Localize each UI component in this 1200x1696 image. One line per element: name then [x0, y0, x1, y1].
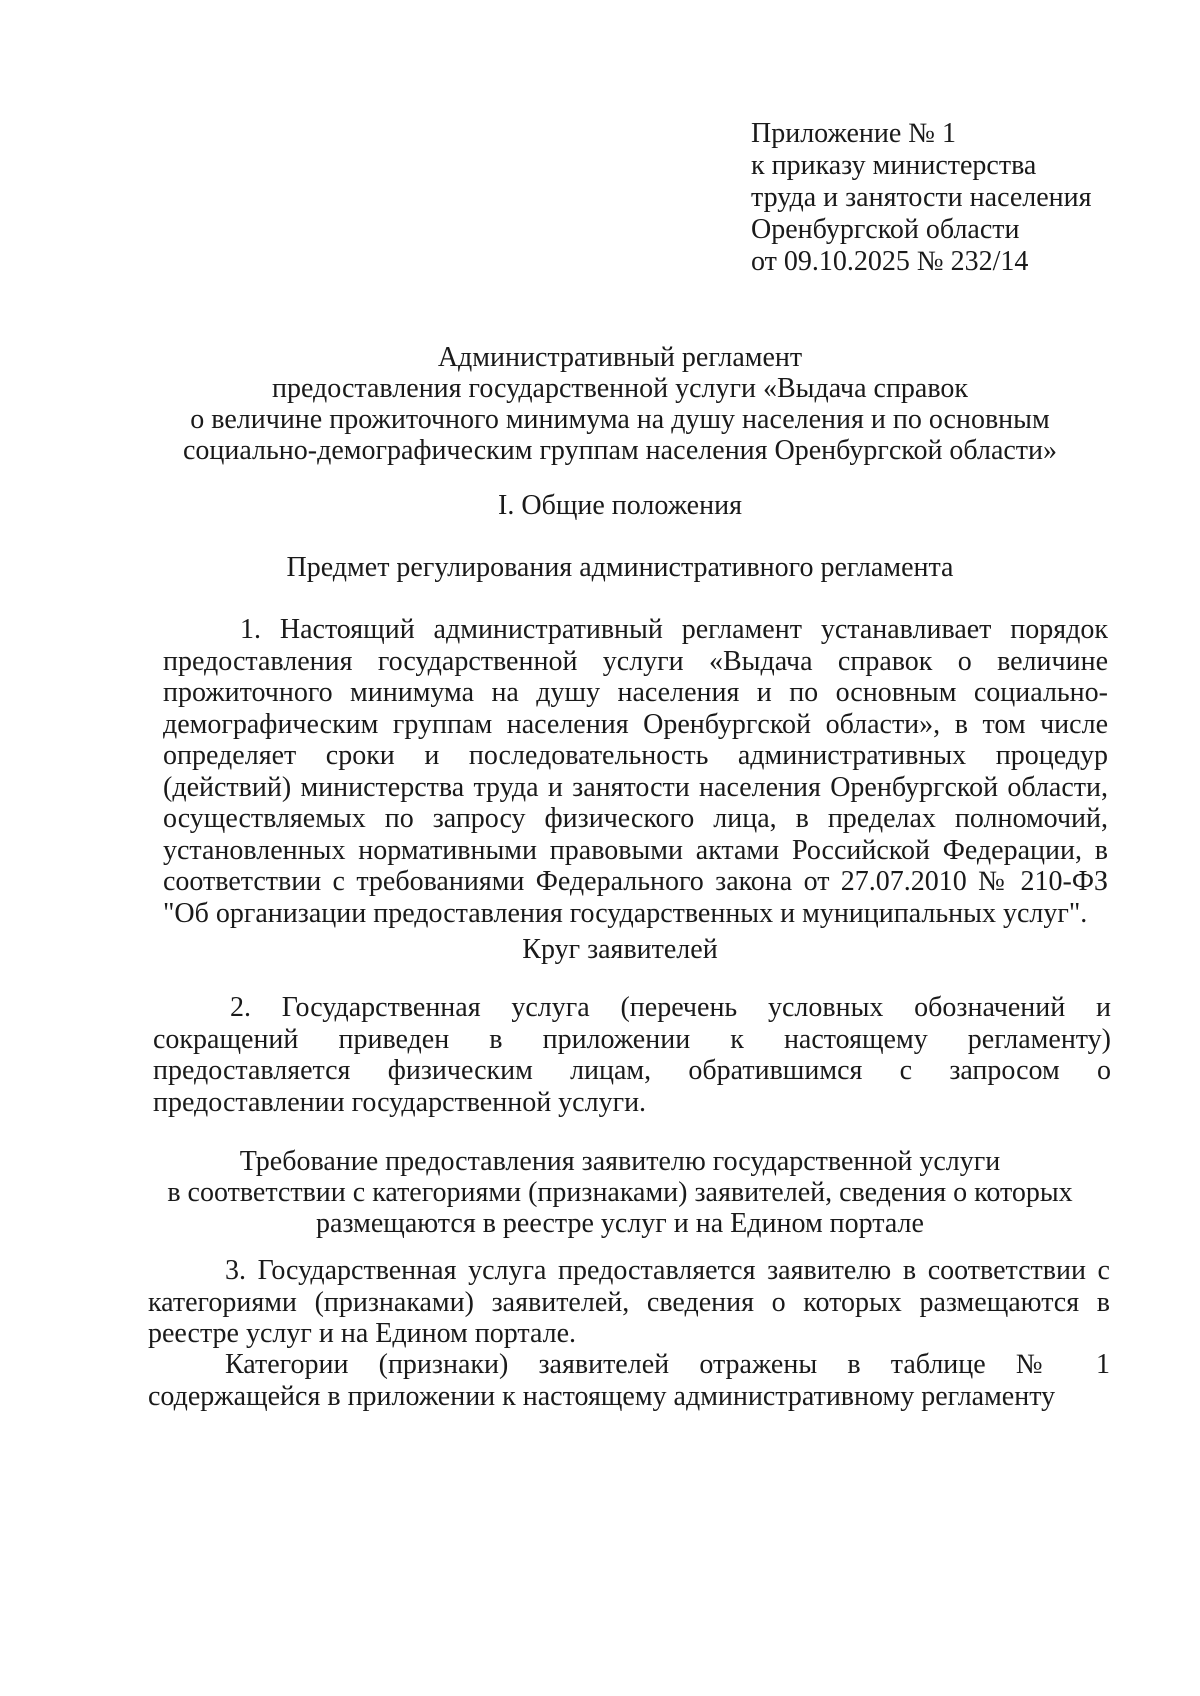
appendix-line: труда и занятости населения: [751, 182, 1092, 213]
paragraph-line: прожиточного минимума на душу населения и по основным социально-: [163, 677, 1108, 708]
paragraph-line: категориями (признаками) заявителей, сведения о которых размещаются в: [148, 1286, 1110, 1318]
subheading-applicants: [150, 934, 1090, 965]
paragraph-2: [153, 992, 1111, 1118]
appendix-line: Приложение № 1: [751, 118, 956, 149]
paragraph-line: содержащейся в приложении к настоящему административному регламенту: [148, 1380, 1056, 1412]
section-heading-general: [150, 490, 1090, 521]
subheading-requirement: [150, 1146, 1090, 1239]
paragraph-4: [148, 1349, 1110, 1412]
appendix-order-number: от 09.10.2025 № 232/14: [751, 246, 1029, 277]
appendix-line: к приказу министерства: [751, 150, 1037, 181]
paragraph-3: [148, 1255, 1110, 1350]
title-line: Административный регламент: [437, 342, 803, 373]
paragraph-line: определяет сроки и последовательность административных процедур: [163, 740, 1108, 771]
paragraph-line: 3. Государственная услуга предоставляется заявителю в соответствии с: [225, 1255, 1110, 1286]
appendix-line: Оренбургской области: [751, 214, 1020, 245]
section-heading: I. Общие положения: [498, 490, 742, 521]
title-line: предоставления государственной услуги «Выдача справок: [272, 373, 968, 404]
paragraph-line: предоставлении государственной услуги.: [153, 1086, 647, 1118]
subheading: Предмет регулирования административного регламента: [286, 552, 954, 583]
paragraph-line: соответствии с требованиями Федерального закона от 27.07.2010 № 210-ФЗ: [163, 866, 1108, 897]
paragraph-line: 1. Настоящий административный регламент устанавливает порядок: [240, 614, 1108, 645]
appendix-header: [751, 118, 1171, 278]
subheading: Круг заявителей: [522, 934, 718, 965]
paragraph-line: предоставляется физическим лицам, обратившимся с запросом о: [153, 1055, 1111, 1086]
paragraph-line: установленных нормативными правовыми актами Российской Федерации, в: [163, 834, 1108, 866]
paragraph-line: 2. Государственная услуга (перечень условных обозначений и: [230, 992, 1111, 1023]
subheading-line: размещаются в реестре услуг и на Едином портале: [316, 1208, 924, 1239]
title-line: социально-демографическим группам населения Оренбургской области»: [182, 435, 1058, 466]
paragraph-line: предоставления государственной услуги «Выдача справок о величине: [163, 645, 1108, 677]
paragraph-1: [163, 614, 1108, 929]
subheading-line: Требование предоставления заявителю государственной услуги: [239, 1146, 1001, 1177]
paragraph-line: реестре услуг и на Едином портале.: [148, 1318, 577, 1349]
paragraph-line: "Об организации предоставления государственных и муниципальных услуг".: [163, 897, 1088, 929]
paragraph-line: сокращений приведен в приложении к настоящему регламенту): [153, 1023, 1111, 1055]
paragraph-line: демографическим группам населения Оренбургской области», в том числе: [163, 708, 1108, 740]
title-line: о величине прожиточного минимума на душу населения и по основным: [190, 404, 1050, 435]
document-title: [150, 342, 1090, 466]
paragraph-line: осуществляемых по запросу физического лица, в пределах полномочий,: [163, 803, 1108, 834]
subheading-subject: [150, 552, 1090, 583]
subheading-line: в соответствии с категориями (признаками) заявителей, сведения о которых: [167, 1177, 1073, 1208]
paragraph-line: Категории (признаки) заявителей отражены в таблице № 1: [225, 1349, 1110, 1380]
paragraph-line: (действий) министерства труда и занятости населения Оренбургской области,: [163, 771, 1108, 803]
